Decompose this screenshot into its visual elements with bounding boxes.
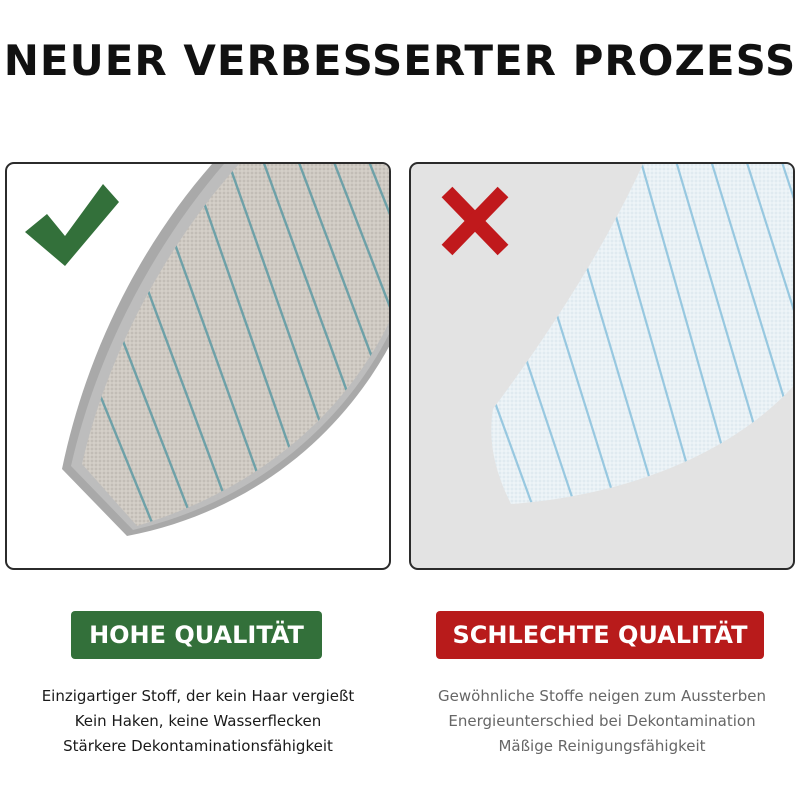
checkmark-icon (25, 184, 119, 266)
low-quality-badge: SCHLECHTE QUALITÄT (436, 611, 764, 659)
page-title: NEUER VERBESSERTER PROZESS (3, 36, 797, 85)
low-quality-panel (409, 162, 795, 570)
high-quality-mop-pad-image (7, 164, 391, 570)
low-quality-mop-pad-image (411, 164, 795, 570)
high-quality-badge: HOHE QUALITÄT (71, 611, 322, 659)
description-line: Einzigartiger Stoff, der kein Haar vergießt (41, 687, 355, 705)
high-quality-description (5, 684, 391, 759)
description-line: Gewöhnliche Stoffe neigen zum Aussterben (438, 687, 766, 705)
description-line: Stärkere Dekontaminationsfähigkeit (63, 737, 333, 755)
description-line: Kein Haken, keine Wasserflecken (74, 712, 322, 730)
low-quality-description (409, 684, 795, 759)
cross-icon (447, 192, 503, 250)
description-line: Energieunterschied bei Dekontamination (448, 712, 756, 730)
high-quality-panel (5, 162, 391, 570)
description-line: Mäßige Reinigungsfähigkeit (498, 737, 706, 755)
